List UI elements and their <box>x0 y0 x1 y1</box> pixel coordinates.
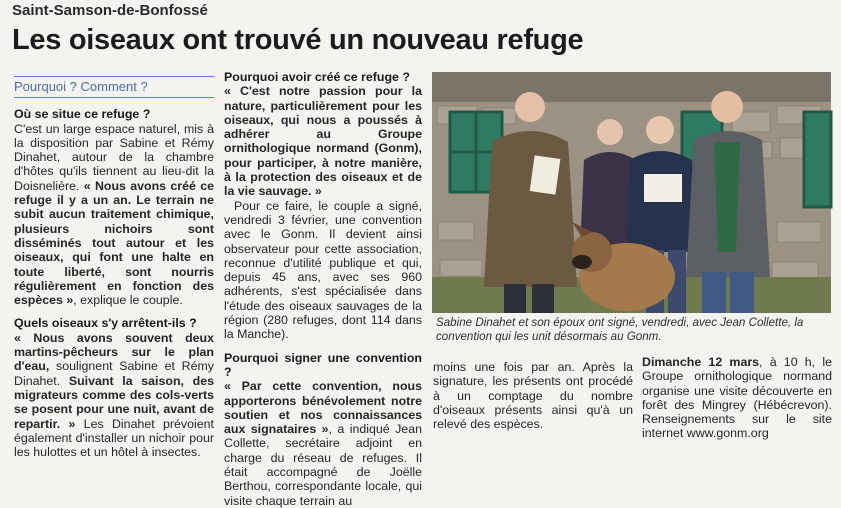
column-3 <box>433 360 633 431</box>
rubric-label: Pourquoi ? Comment ? <box>14 76 214 98</box>
event-paragraph: Dimanche 12 mars, à 10 h, le Groupe ornithologique normand organise une visite découverte en forêt des Mingrey (Hébécrevon). Renseignements sur le site internet www.gonm.org <box>642 355 832 441</box>
paragraph: Pour ce faire, le couple a signé, vendredi 3 février, une convention avec le Gonm. Il devient ainsi observateur pour cette association, reconnue d'utilité publique et qui, depuis 45 ans, avec ses 960 adhérents, s'est spécialisée dans l'étude des oiseaux sauvages de la région (280 refuges, dont 114 dans la Manche). <box>224 198 422 342</box>
question-heading: Pourquoi signer une convention ? <box>224 350 422 379</box>
question-heading: Où se situe ce refuge ? <box>14 107 151 122</box>
question-heading: Quels oiseaux s'y arrêtent-ils ? <box>14 316 197 331</box>
paragraph: « Par cette convention, nous apporterons bénévolement notre soutien et nos connaissances aux signataires », a indiqué Jean Collette, secrétaire adjoint en charge du réseau de refuges. Il était accompagné de Joëlle Berthou, correspondante locale, qui visite chaque terrain au <box>224 379 422 508</box>
article-photo <box>432 72 831 313</box>
headline: Les oiseaux ont trouvé un nouveau refuge <box>12 24 584 56</box>
column-2 <box>224 70 422 508</box>
paragraph: moins une fois par an. Après la signature, les présents ont procédé à un comptage du nombre d'oiseaux présents ainsi qu'à un relevé des espèces. <box>433 360 633 432</box>
photo-caption: Sabine Dinahet et son époux ont signé, vendredi, avec Jean Collette, la convention qui les unit désormais au Gonm. <box>436 316 804 343</box>
photo-illustration <box>432 72 831 313</box>
paragraph: C'est un large espace naturel, mis à la disposition par Sabine et Rémy Dinahet, autour de la chambre d'hôtes qu'ils tiennent au lieu-dit la Doisnelière. « Nous avons créé ce refuge il y a un an. Le terrain ne subit aucun traitement chimique, plusieurs nichoirs sont disséminés tout autour et les oiseaux, qui font une halte en toute liberté, sont nourris régulièrement en fonction des espèces », explique le couple. <box>14 121 214 308</box>
quote-paragraph: « C'est notre passion pour la nature, particulièrement pour les oiseaux, qui nous a poussés à adhérer au Groupe ornithologique normand (Gonm), pour participer, à notre manière, à la protection des oiseaux et de la vie sauvage. » <box>224 84 422 199</box>
column-1 <box>14 76 214 459</box>
event-date: Dimanche 12 mars <box>642 355 760 369</box>
paragraph: « Nous avons souvent deux martins-pêcheurs sur le plan d'eau, soulignent Sabine et Rémy Dinahet. Suivant la saison, des migrateurs comme des cols-verts se posent pour une nuit, avant de repartir. » Les Dinahet prévoient également d'installer un nichoir pour les hulottes et un hôtel à insectes. <box>14 330 214 460</box>
question-heading: Pourquoi avoir créé ce refuge ? <box>224 70 410 84</box>
location-kicker: Saint-Samson-de-Bonfossé <box>12 2 208 19</box>
column-4 <box>642 355 832 441</box>
